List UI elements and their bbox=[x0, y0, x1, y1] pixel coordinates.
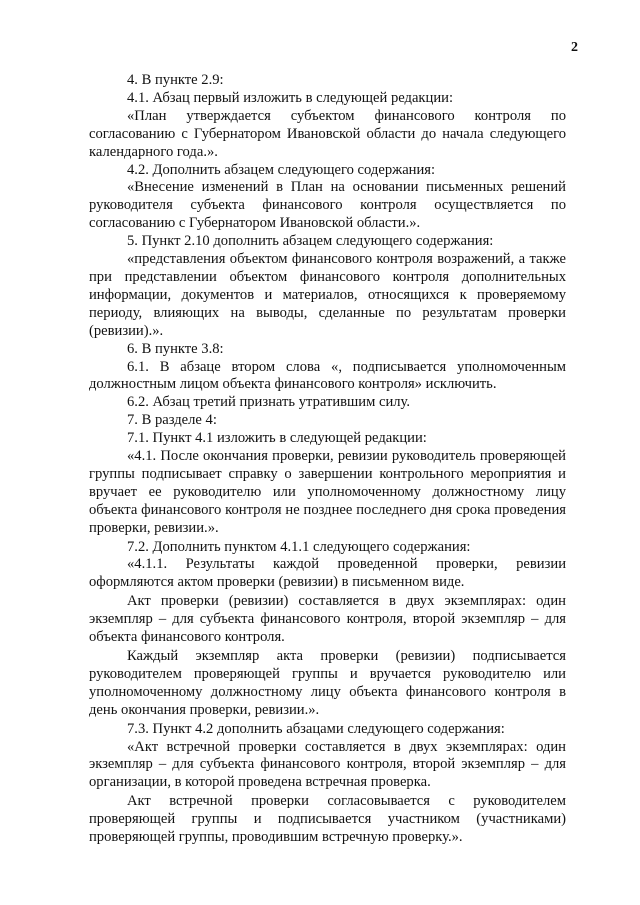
paragraph-counter-check-copies: «Акт встречной проверки составляется в двух экземплярах: один экземпляр – для субъекта финансового контроля, второй экземпляр – для организации, в которой проведена встречная проверка. bbox=[89, 738, 566, 791]
paragraph-quote-changes: «Внесение изменений в План на основании письменных решений руководителя субъекта финансового контроля осуществляется по согласованию с Губернатором Ивановской области.». bbox=[89, 179, 566, 232]
page-number: 2 bbox=[571, 40, 578, 55]
paragraph-item-6: 6. В пункте 3.8: bbox=[127, 340, 224, 357]
paragraph-act-signing: Каждый экземпляр акта проверки (ревизии) подписывается руководителем проверяющей группы и вручается руководителю или уполномоченному должностному лицу объекта финансового контроля в день окончания проверки, ревизии.». bbox=[89, 648, 566, 718]
paragraph-act-copies: Акт проверки (ревизии) составляется в двух экземплярах: один экземпляр – для субъекта финансового контроля, второй экземпляр – для объекта финансового контроля. bbox=[89, 593, 566, 646]
paragraph-item-4-2: 4.2. Дополнить абзацем следующего содержания: bbox=[127, 161, 436, 178]
paragraph-item-6-2: 6.2. Абзац третий признать утратившим силу. bbox=[127, 394, 411, 411]
paragraph-quote-4-1-1: «4.1.1. Результаты каждой проведенной проверки, ревизии оформляются актом проверки (ревизии) в письменном виде. bbox=[89, 556, 566, 591]
paragraph-quote-plan: «План утверждается субъектом финансового контроля по согласованию с Губернатором Ивановской области до начала следующего календарного года.». bbox=[89, 107, 566, 160]
paragraph-item-7-1: 7.1. Пункт 4.1 изложить в следующей редакции: bbox=[127, 430, 427, 447]
paragraph-counter-check-signing: Акт встречной проверки согласовывается с руководителем проверяющей группы и подписывается участником (участниками) проверяющей группы, проводившим встречную проверку.». bbox=[89, 793, 566, 846]
paragraph-item-5: 5. Пункт 2.10 дополнить абзацем следующего содержания: bbox=[127, 233, 494, 250]
paragraph-item-4: 4. В пункте 2.9: bbox=[127, 72, 224, 88]
document-body bbox=[89, 72, 566, 847]
paragraph-item-6-1: 6.1. В абзаце втором слова «, подписывается уполномоченным должностным лицом объекта финансового контроля» исключить. bbox=[89, 358, 566, 393]
paragraph-item-4-1: 4.1. Абзац первый изложить в следующей редакции: bbox=[127, 89, 454, 106]
paragraph-item-7-3: 7.3. Пункт 4.2 дополнить абзацами следующего содержания: bbox=[127, 720, 505, 737]
paragraph-item-7: 7. В разделе 4: bbox=[127, 412, 217, 429]
paragraph-item-7-2: 7.2. Дополнить пунктом 4.1.1 следующего содержания: bbox=[127, 538, 471, 555]
paragraph-quote-objections: «представления объектом финансового контроля возражений, а также при представлении объектом финансового контроля дополнительных информации, документов и материалов, относящихся к проверяемому периоду, влияющих на выводы, сделанные по результатам проверки (ревизии).». bbox=[89, 251, 566, 339]
paragraph-quote-4-1: «4.1. После окончания проверки, ревизии руководитель проверяющей группы подписывает справку о завершении контрольного мероприятия и вручает ее руководителю или уполномоченному должностному лицу объекта финансового контроля не позднее последнего дня срока проведения проверки, ревизии.». bbox=[89, 448, 566, 536]
